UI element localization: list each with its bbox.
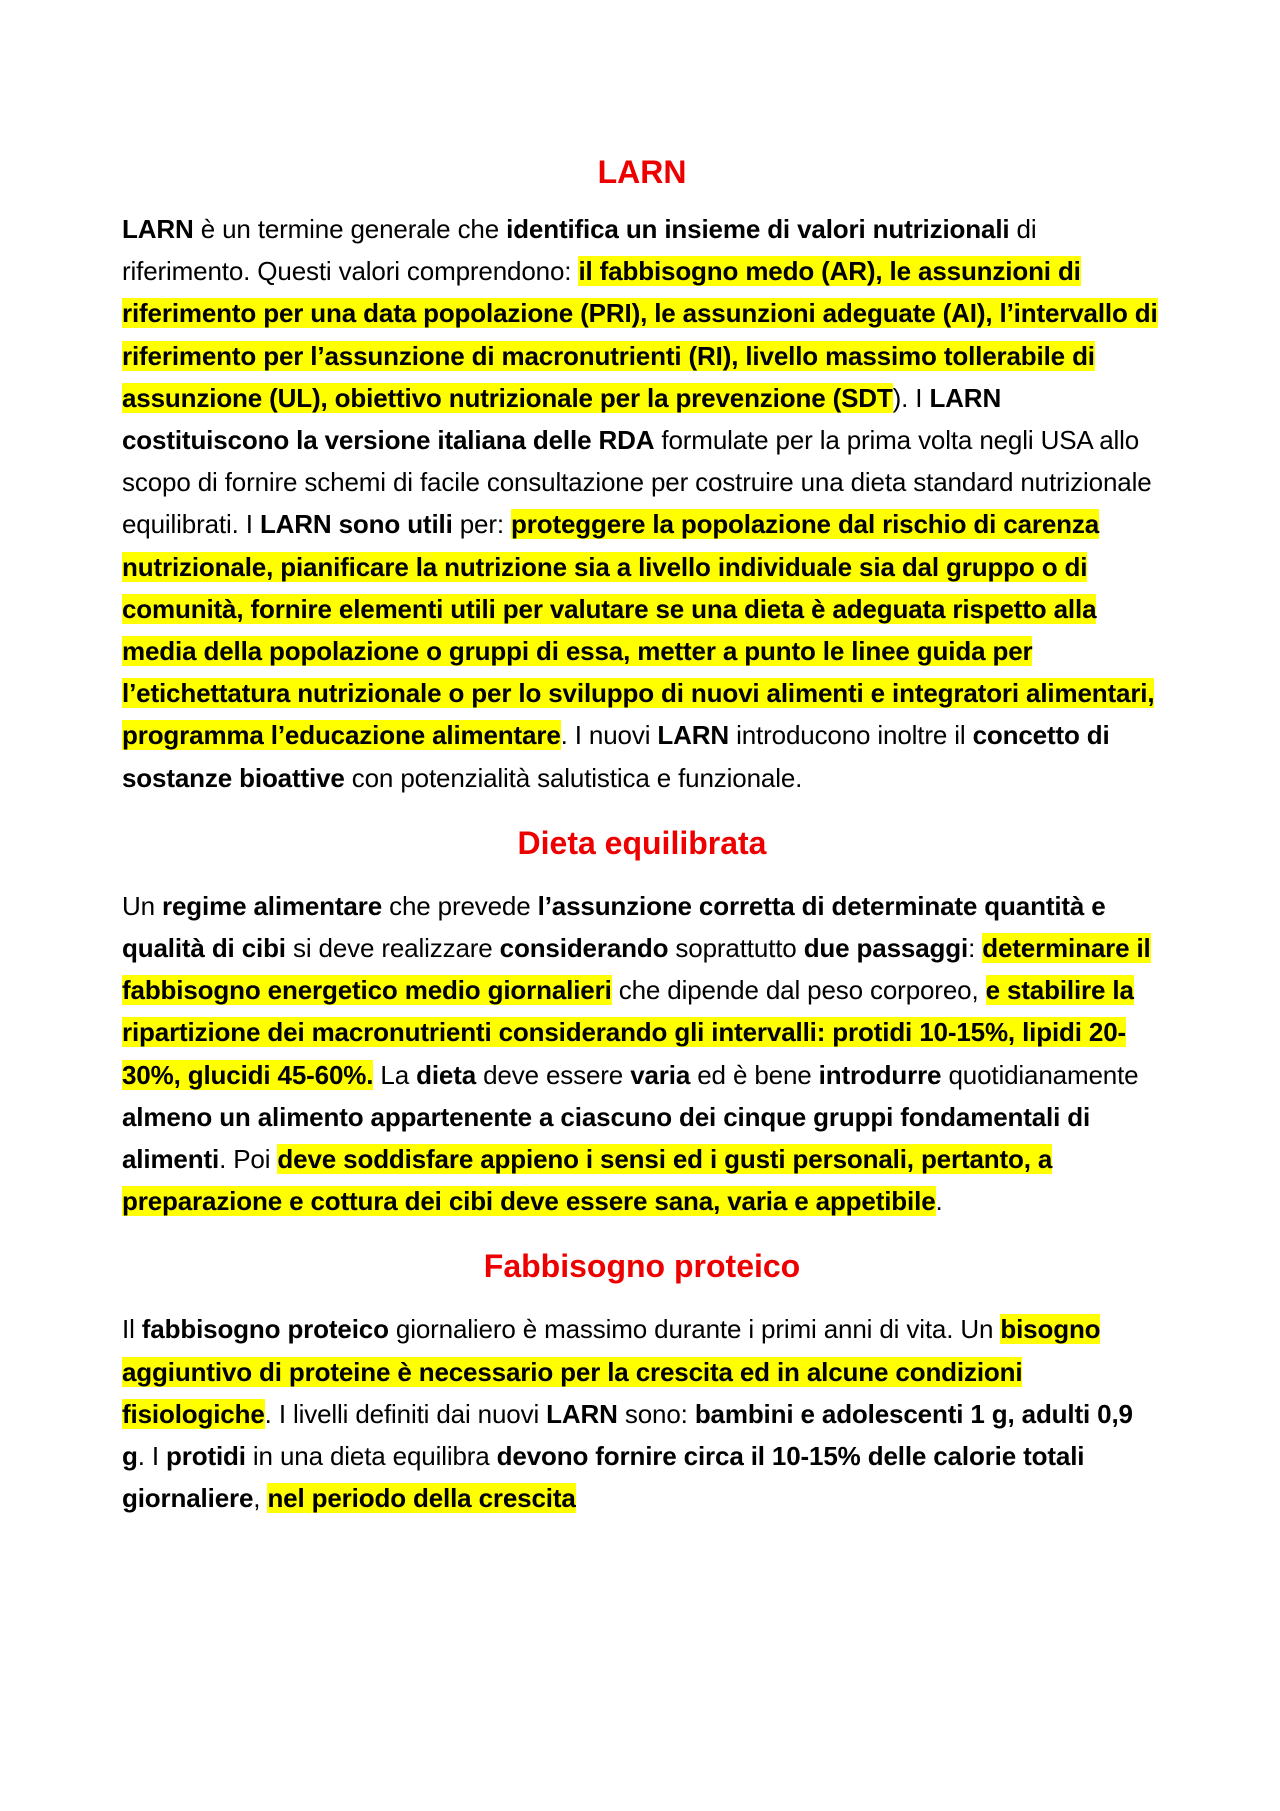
highlighted-text: determinare il fabbisogno energetico medio giornalieri [122,933,1151,1006]
text-run: Un [122,890,163,921]
text-run: La [373,1059,417,1090]
bold-text: concetto di sostanze bioattive [122,720,1110,793]
text-run: , [253,1483,268,1514]
text-run: ). I [892,382,930,413]
paragraph-fabbisogno-proteico [122,1308,1162,1519]
bold-text: almeno un alimento appartenente a ciascuno dei cinque gruppi fondamentali di alimenti [122,1101,1091,1175]
text-run: . I nuovi [560,720,658,751]
bold-text: bambini e adolescenti 1 g, adulti 0,9 g [122,1398,1133,1472]
bold-text: dieta [416,1059,477,1090]
highlighted-text: e stabilire la ripartizione dei macronutrienti considerando gli intervalli: protidi 10-15%, lipidi 20-30%, glucidi 45-60%. [122,975,1134,1090]
paragraph-larn [122,208,1162,799]
section-title-dieta-equilibrata: Dieta equilibrata [517,824,767,861]
text-run: deve essere [476,1059,631,1090]
bold-text: LARN [122,214,194,244]
highlighted-text: bisogno aggiuntivo di proteine è necessario per la crescita ed in alcune condizioni fisiologiche [122,1314,1101,1429]
text-run: . Poi [219,1144,278,1175]
section-title-larn: LARN [597,154,687,190]
text-run: introducono inoltre il [729,720,973,751]
bold-text: identifica un insieme di valori nutrizionali [506,214,1010,244]
document-page [122,150,1162,1519]
bold-text: due passaggi [803,933,969,964]
highlighted-text: il fabbisogno medo (AR), le assunzioni di riferimento per una data popolazione (PRI), le assunzioni adeguate (AI), l’intervallo di riferimento per l’assunzione di macronutrienti (RI), livello massimo tollerabile di assunzione (UL), obiettivo nutrizionale per la prevenzione (SDT [122,256,1158,413]
text-run: si deve realizzare [285,933,500,964]
text-run: giornaliero è massimo durante i primi anni di vita. Un [388,1314,1001,1345]
highlighted-text: nel periodo della crescita [267,1483,576,1514]
bold-text: protidi [166,1441,246,1472]
highlighted-text: deve soddisfare appieno i sensi ed i gusti personali, pertanto, a preparazione e cottura dei cibi deve essere sana, varia e appetibile [122,1144,1053,1217]
bold-text: devono fornire circa il 10-15% delle calorie totali giornaliere [122,1441,1085,1514]
highlighted-text: proteggere la popolazione dal rischio di carenza nutrizionale, pianificare la nutrizione sia a livello individuale sia dal gruppo o di comunità, fornire elementi utili per valutare se una dieta è adeguata rispetto alla media della popolazione o gruppi di essa, metter a punto le linee guida per l’etichettatura nutrizionale o per lo sviluppo di nuovi alimenti e integratori alimentari, programma l’educazione alimentare [122,509,1155,751]
text-run: sono: [617,1398,695,1429]
bold-text: considerando [499,933,669,964]
bold-text: LARN [657,720,730,751]
bold-text: LARN [546,1398,618,1429]
text-run: quotidianamente [941,1059,1139,1090]
bold-text: LARN sono utili [259,509,453,540]
text-run: in una dieta equilibra [245,1441,497,1472]
bold-text: varia [630,1059,691,1090]
text-run: ed è bene [690,1059,819,1090]
bold-text: LARN costituiscono la versione italiana delle RDA [122,382,1002,456]
text-run: soprattutto [668,933,804,964]
bold-text: fabbisogno proteico [141,1314,389,1345]
text-run: di riferimento. Questi valori comprendono: [122,214,1037,287]
bold-text: regime alimentare [162,890,383,921]
bold-text: introdurre [818,1059,942,1090]
text-run: Il [122,1314,142,1345]
text-run: che dipende dal peso corporeo, [611,975,986,1006]
text-run: per: [452,509,512,540]
text-run: formulate per la prima volta negli USA allo scopo di fornire schemi di facile consultazione per costruire una dieta standard nutrizionale equilibrati. I [122,425,1152,540]
paragraph-dieta-equilibrata [122,885,1162,1223]
text-run: . I livelli definiti dai nuovi [264,1398,547,1429]
section-title-fabbisogno-proteico: Fabbisogno proteico [483,1248,801,1285]
text-run: . [935,1186,943,1217]
text-run: che prevede [382,890,538,921]
text-run: è un termine generale che [193,214,507,244]
bold-text: l’assunzione corretta di determinate quantità e qualità di cibi [122,890,1106,964]
text-run: : [968,933,983,964]
text-run: . I [137,1441,167,1472]
text-run: con potenzialità salutistica e funzionale. [344,762,803,793]
